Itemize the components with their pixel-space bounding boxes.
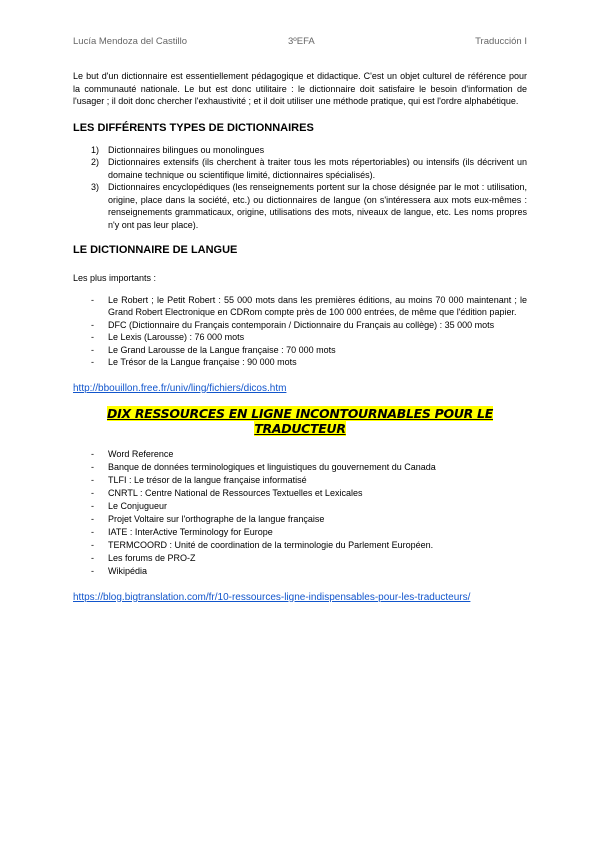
bullet-dash: - [91,513,94,524]
list-item [73,331,527,344]
dicos-link[interactable]: http://bbouillon.free.fr/univ/ling/fichiers/dicos.htm [73,382,287,394]
list-item-text: CNRTL : Centre National de Ressources Textuelles et Lexicales [108,487,363,498]
banner-text: DIX RESSOURCES EN LIGNE INCONTOURNABLES POUR LE TRADUCTEUR [107,405,493,436]
list-number: 3) [91,182,100,192]
header-class: 3ºEFA [288,36,315,47]
list-item [73,526,527,539]
resources-banner-title [73,406,527,436]
bullet-dash: - [91,332,94,342]
list-item [73,319,527,332]
list-item-text: Wikipédia [108,565,148,576]
list-item [73,487,527,500]
bullet-dash: - [91,487,94,498]
bullet-dash: - [91,448,94,459]
list-item [73,344,527,357]
bullet-dash: - [91,461,94,472]
section-title-types: LES DIFFÉRENTS TYPES DE DICTIONNAIRES [73,121,314,134]
bigtranslation-link[interactable]: https://blog.bigtranslation.com/fr/10-ressources-ligne-indispensables-pour-les-traducteurs/ [73,591,471,603]
page-header [73,36,527,50]
list-item [73,156,527,181]
list-item [73,356,527,369]
list-item-text: TLFI : Le trésor de la langue française informatisé [108,474,307,485]
list-item [73,144,527,157]
header-author: Lucía Mendoza del Castillo [73,36,188,47]
resources-list [73,448,527,578]
list-item-text: DFC (Dictionnaire du Français contemporain / Dictionnaire du Français au collège) : 35 000 mots [108,319,495,330]
header-course: Traducción I [475,36,527,47]
list-item [73,181,527,231]
list-item [73,539,527,552]
list-number: 1) [91,144,100,155]
list-item [73,513,527,526]
list-item-text: TERMCOORD : Unité de coordination de la terminologie du Parlement Européen. [108,539,434,550]
intro-paragraph: Le but d'un dictionnaire est essentiellement pédagogique et didactique. C'est un objet culturel de référence pour la communauté nationale. Le but est donc utilitaire : le dictionnaire doit satisfaire le besoin d'information de l'usager ; il doit donc chercher l'exhaustivité ; et il doit utiliser une méthode pratique, qui est l'ordre alphabétique. [73,71,527,106]
list-item-text: Dictionnaires encyclopédiques (les renseignements portent sur la chose désignée par le mot : utilisation, origine, place dans la société, etc.) ou dictionnaires de langue (on s'intéressera aux mots eux-mêmes : renseignements grammaticaux, origine, utilisations des mots, niveaux de langue, etc. Les noms propres n'y ont pas leur place). [108,182,527,230]
dictionary-types-list [73,144,527,232]
list-item [73,461,527,474]
list-item [73,552,527,565]
bullet-dash: - [91,294,94,305]
list-item-text: Dictionnaires bilingues ou monolingues [108,144,265,155]
bullet-dash: - [91,474,94,485]
bullet-dash: - [91,319,94,330]
list-item [73,448,527,461]
list-item-text: Projet Voltaire sur l'orthographe de la langue française [108,513,325,524]
bullet-dash: - [91,344,94,355]
section-intro: Les plus importants : [73,273,157,283]
bullet-dash: - [91,500,94,511]
list-item [73,500,527,513]
list-item-text: Banque de données terminologiques et linguistiques du gouvernement du Canada [108,461,436,472]
list-item-text: Le Robert ; le Petit Robert : 55 000 mots dans les premières éditions, au moins 70 000 maintenant ; le Grand Robert Electronique en CDRom compte près de 100 000 entrées, de même que l'édition papier. [108,294,527,317]
list-item-text: Les forums de PRO-Z [108,552,196,563]
bullet-dash: - [91,526,94,537]
list-item [73,294,527,319]
list-item-text: IATE : InterActive Terminology for Europe [108,526,273,537]
list-item [73,474,527,487]
list-item-text: Word Reference [108,448,174,459]
section-title-langue: LE DICTIONNAIRE DE LANGUE [73,244,238,256]
list-item-text: Le Trésor de la Langue française : 90 000 mots [108,357,297,367]
list-item-text: Dictionnaires extensifs (ils cherchent à traiter tous les mots répertoriables) ou intensifs (ils décrivent un domaine technique ou scientifique limité, dictionnaires spécialisés). [108,157,527,180]
important-dictionaries-list [73,294,527,369]
bullet-dash: - [91,357,94,367]
bullet-dash: - [91,565,94,576]
document-body [73,70,527,604]
bullet-dash: - [91,539,94,550]
list-item-text: Le Lexis (Larousse) : 76 000 mots [108,332,245,342]
list-item-text: Le Conjugueur [108,500,168,511]
list-number: 2) [91,157,100,167]
list-item-text: Le Grand Larousse de la Langue française : 70 000 mots [108,344,336,355]
list-item [73,565,527,578]
bullet-dash: - [91,552,94,563]
